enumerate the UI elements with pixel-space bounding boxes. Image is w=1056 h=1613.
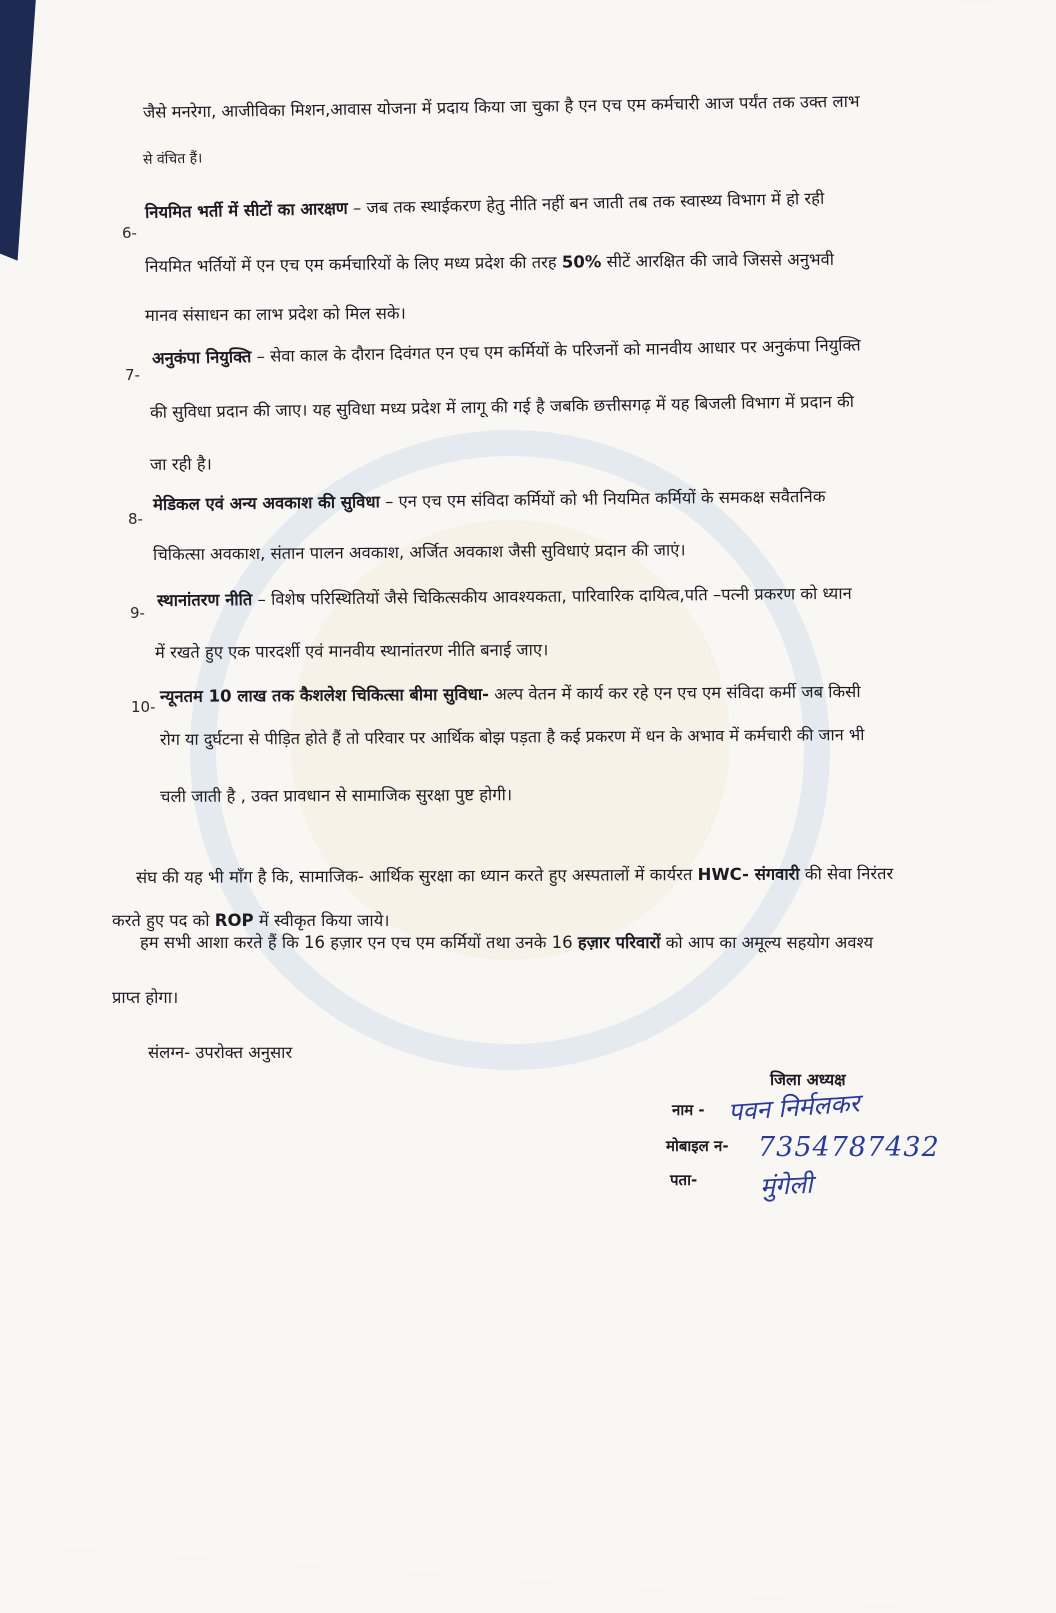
item-9-line1 <box>157 581 852 611</box>
closing-p1-text1a: संघ की यह भी माँग है कि, सामाजिक- आर्थिक सुरक्षा का ध्यान करते हुए अस्पतालों में कार्यरत <box>135 865 698 887</box>
item-7-title: अनुकंपा नियुक्ति <box>151 347 252 368</box>
handwritten-mobile: 7354787432 <box>758 1132 940 1163</box>
closing-p2-text1a: हम सभी आशा करते हैं कि 16 हज़ार एन एच एम कर्मियों तथा उनके 16 <box>140 933 578 952</box>
signature-address-label: पता- <box>670 1171 698 1189</box>
closing-p1-text1b: की सेवा निरंतर <box>799 864 894 884</box>
closing-p1-line1 <box>136 861 893 888</box>
signature-mobile-label: मोबाइल न- <box>666 1137 729 1155</box>
item-6-line1 <box>145 186 825 223</box>
item-6-line3: मानव संसाधन का लाभ प्रदेश को मिल सके। <box>144 303 406 325</box>
closing-p2-line2: प्राप्त होगा। <box>112 988 179 1007</box>
item-8-line1 <box>153 484 826 515</box>
item-7-line2: की सुविधा प्रदान की जाए। यह सुविधा मध्य प्रदेश में लागू की गई है जबकि छत्तीसगढ़ में यह बिजली विभाग में प्रदान की <box>149 391 855 422</box>
item-6-percent: 50% <box>561 252 602 272</box>
item-6-number: 6- <box>122 224 137 242</box>
closing-p2-text1b: को आप का अमूल्य सहयोग अवश्य <box>660 933 874 952</box>
item-6-text2b: सीटें आरक्षित की जावे जिससे अनुभवी <box>601 249 835 272</box>
item-10-line3: चली जाती है , उक्त प्रावधान से सामाजिक सुरक्षा पुष्ट होगी। <box>159 785 513 806</box>
item-10-title: न्यूनतम 10 लाख तक कैशलेश चिकित्सा बीमा सुविधा- <box>159 684 489 706</box>
item-10-text1: अल्प वेतन में कार्य कर रहे एन एच एम संविदा कर्मी जब किसी <box>488 682 861 704</box>
item-7-text1: – सेवा काल के दौरान दिवंगत एन एच एम कर्मियों के परिजनों को मानवीय आधार पर अनुकंपा नियुक्ति <box>251 335 861 367</box>
item-7-line1 <box>152 332 861 369</box>
item-10-number: 10- <box>131 698 156 716</box>
closing-p2-line1 <box>140 930 873 953</box>
item-10-line2: रोग या दुर्घटना से पीड़ित होते हैं तो परिवार पर आर्थिक बोझ पड़ता है कई प्रकरण में धन के अभाव में कर्मचारी की जान भी <box>159 725 865 749</box>
closing-families: हज़ार परिवारों <box>577 933 661 952</box>
item-10-line1 <box>160 679 861 707</box>
closing-p1-line2 <box>112 908 390 931</box>
item-9-text1: – विशेष परिस्थितियों जैसे चिकित्सकीय आवश्यकता, पारिवारिक दायित्व,पति –पत्नी प्रकरण को ध्यान <box>252 583 852 610</box>
item-9-title: स्थानांतरण नीति <box>156 590 253 610</box>
handwritten-address: मुंगेली <box>759 1169 814 1202</box>
point5-line2: से वंचित हैं। <box>142 150 203 168</box>
item-9-number: 9- <box>130 604 145 622</box>
item-9-line2: में रखते हुए एक पारदर्शी एवं मानवीय स्थानांतरण नीति बनाई जाए। <box>154 640 549 662</box>
item-8-title: मेडिकल एवं अन्य अवकाश की सुविधा <box>152 492 380 514</box>
closing-rop: ROP <box>214 911 254 930</box>
closing-p1-text2a: करते हुए पद को <box>112 911 215 930</box>
closing-p1-text2b: में स्वीकृत किया जाये। <box>253 911 390 930</box>
item-8-text1: – एन एच एम संविदा कर्मियों को भी नियमित कर्मियों के समकक्ष सवैतनिक <box>379 486 826 512</box>
item-6-text2a: नियमित भर्तियों में एन एच एम कर्मचारियों के लिए मध्य प्रदेश की तरह <box>144 252 562 276</box>
handwritten-name: पवन निर्मलकर <box>727 1088 861 1127</box>
item-6-text1: – जब तक स्थाईकरण हेतु नीति नहीं बन जाती तब तक स्वास्थ्य विभाग में हो रही <box>347 188 825 218</box>
item-6-line2 <box>145 247 834 277</box>
item-7-line3: जा रही है। <box>149 454 212 474</box>
item-6-title: नियमित भर्ती में सीटों का आरक्षण <box>144 198 348 222</box>
point5-line1: जैसे मनरेगा, आजीविका मिशन,आवास योजना में प्रदाय किया जा चुका है एन एच एम कर्मचारी आज पर्यंत तक उक्त लाभ <box>142 91 860 122</box>
closing-hwc: HWC- संगवारी <box>697 864 800 885</box>
enclosure-note: संलग्न- उपरोक्त अनुसार <box>148 1043 293 1062</box>
item-8-number: 8- <box>128 510 143 528</box>
signature-name-label: नाम - <box>672 1101 705 1119</box>
item-7-number: 7- <box>125 366 140 384</box>
signature-designation: जिला अध्यक्ष <box>770 1070 846 1089</box>
item-8-line2: चिकित्सा अवकाश, संतान पालन अवकाश, अर्जित अवकाश जैसी सुविधाएं प्रदान की जाएं। <box>152 540 686 564</box>
